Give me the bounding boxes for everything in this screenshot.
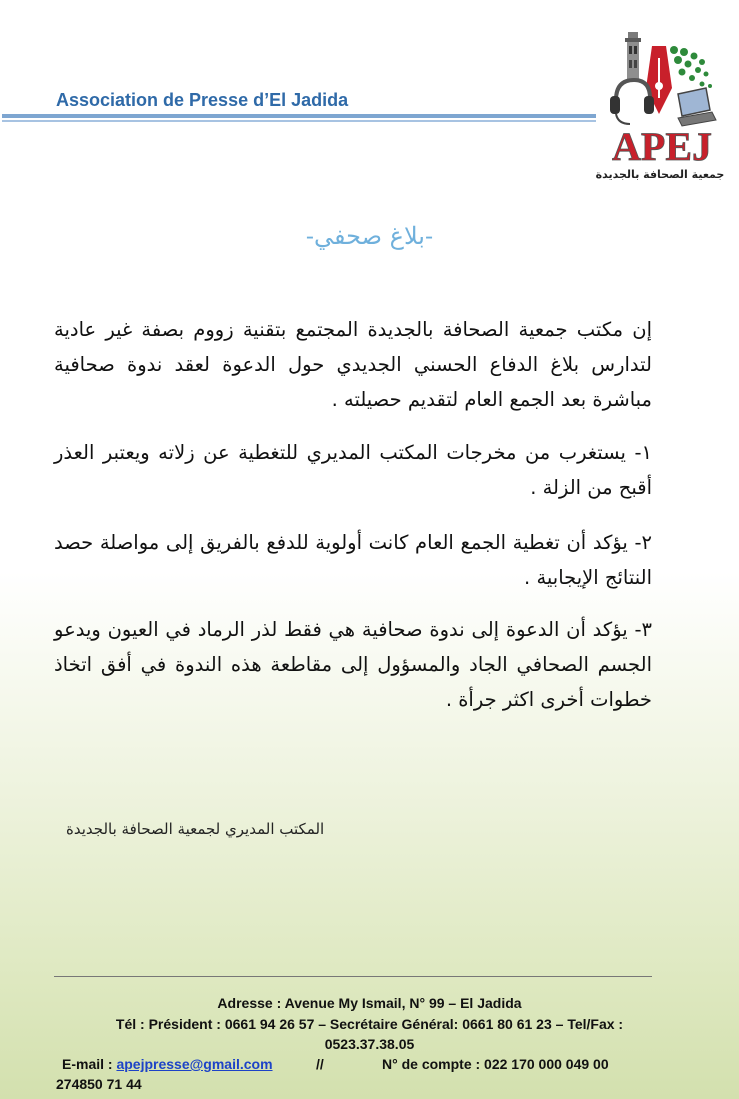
account-number: N° de compte : 022 170 000 049 00: [382, 1056, 609, 1072]
press-release-title: -بلاغ صحفي-: [305, 222, 434, 250]
point-1-paragraph: ١- يستغرب من مخرجات المكتب المديري للتغطية عن زلاته ويعتبر العذر أقبح من الزلة .: [54, 441, 652, 499]
dot-pattern-icon: [670, 46, 712, 88]
email-link[interactable]: apejpresse@gmail.com: [116, 1056, 273, 1072]
footer-phones: Tél : Président : 0661 94 26 57 – Secrétaire Général: 0661 80 61 23 – Tel/Fax :: [115, 1016, 624, 1032]
minaret-icon: [625, 32, 641, 82]
footer-address: Adresse : Avenue My Ismail, N° 99 – El Jadida: [217, 995, 522, 1011]
microphone-icon: [610, 80, 654, 124]
point-3-paragraph: ٣- يؤكد أن الدعوة إلى ندوة صحافية هي فقط لذر الرماد في العيون ويدعو الجسم الصحافي الجاد والمسؤول إلى مقاطعة هذه الندوة في أفق اتخاذ خطوات أخرى اكثر جرأة .: [54, 618, 652, 711]
logo-abbr: APEJ: [612, 124, 712, 169]
logo-arabic-name: جمعية الصحافة بالجديدة: [595, 168, 725, 181]
footer-rule: [54, 976, 652, 977]
apej-logo: [594, 28, 730, 184]
point-2-paragraph: ٢- يؤكد أن تغطية الجمع العام كانت أولوية للدفع بالفريق إلى مواصلة حصد النتائج الإيجابية .: [54, 531, 652, 589]
signature: المكتب المديري لجمعية الصحافة بالجديدة: [66, 820, 325, 838]
laptop-icon: [678, 88, 716, 126]
email-label: E-mail :: [62, 1056, 113, 1072]
footer-separator: //: [316, 1056, 324, 1072]
account-number-continued: 274850 71 44: [56, 1076, 142, 1092]
header-rule-thin: [2, 120, 596, 122]
intro-paragraph: إن مكتب جمعية الصحافة بالجديدة المجتمع بتقنية زووم بصفة غير عادية لتدارس بلاغ الدفاع الحسني الجديدي حول الدعوة لعقد ندوة صحافية مباشرة بعد الجمع العام لتقديم حصيلته .: [54, 318, 652, 411]
header-rule-thick: [2, 114, 596, 118]
footer-email-row: [62, 1056, 662, 1072]
footer-fax: 0523.37.38.05: [324, 1036, 415, 1052]
header-title: Association de Presse d’El Jadida: [56, 90, 349, 110]
